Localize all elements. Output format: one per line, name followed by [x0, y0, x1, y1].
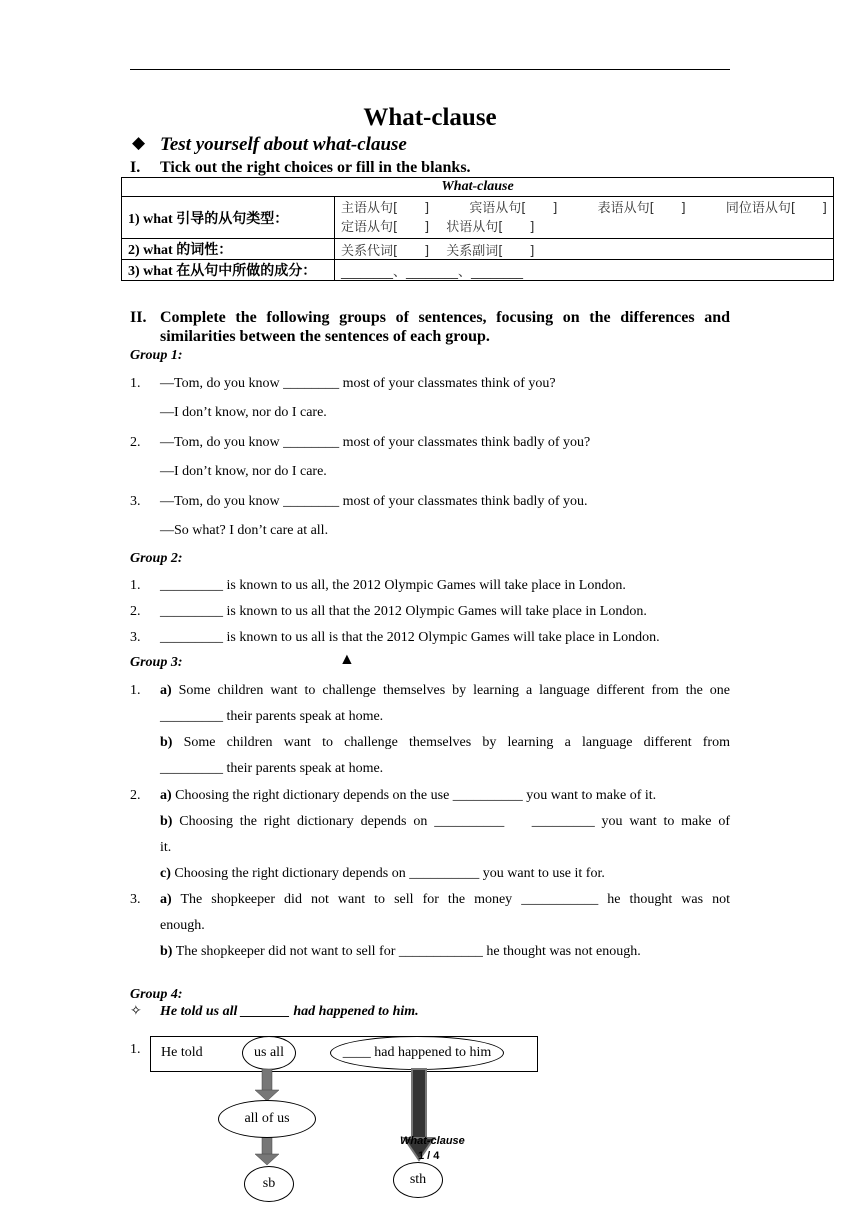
- section2-heading-line2: similarities between the sentences of each group.: [160, 328, 490, 345]
- header-rule: [130, 69, 730, 70]
- g3-item1-a-tag: a): [160, 683, 172, 698]
- g3-item3-a-line2: enough.: [160, 918, 205, 933]
- triangle-marker-icon: ▲: [339, 651, 355, 668]
- section2-heading-line1: Complete the following groups of sentences, focusing on the differences and: [160, 309, 730, 326]
- group4-label: Group 4:: [130, 987, 183, 1002]
- sb-ellipse: sb: [244, 1166, 294, 1202]
- g3-item3-number: 3.: [130, 892, 141, 907]
- had-happened-ellipse: ____ had happened to him: [330, 1036, 504, 1070]
- g3-item2-a-text: Choosing the right dictionary depends on the use __________ you want to make of it.: [175, 788, 657, 803]
- g2-item3-number: 3.: [130, 630, 141, 645]
- g2-item1-text: _________ is known to us all, the 2012 Olympic Games will take place in London.: [160, 578, 626, 593]
- test-heading: Test yourself about what-clause: [160, 134, 407, 155]
- g3-item1-a-text: Some children want to challenge themselves by learning a language different from the one: [178, 683, 730, 698]
- opt-relative-pronoun[interactable]: 关系代词[ ]: [341, 243, 430, 259]
- sth-ellipse: sth: [393, 1162, 443, 1198]
- opt-relative-adverb[interactable]: 关系副词[ ]: [446, 243, 535, 259]
- section1-number: I.: [130, 159, 141, 176]
- g2-item3-text: _________ is known to us all is that the 2012 Olympic Games will take place in London.: [160, 630, 660, 645]
- section1-heading: Tick out the right choices or fill in the blanks.: [160, 159, 471, 176]
- g1-item1-number: 1.: [130, 376, 141, 391]
- row2-label: 2) what 的词性：: [122, 239, 335, 260]
- footer-page-number: 1 / 4: [418, 1150, 440, 1162]
- g3-item3-a-text: The shopkeeper did not want to sell for the money ___________ he thought was not: [180, 892, 731, 907]
- g2-item1-number: 1.: [130, 578, 141, 593]
- g1-item3-answer: —So what? I don’t care at all.: [160, 523, 329, 538]
- he-told-label: He told: [161, 1045, 203, 1060]
- g3-item2-b-text: Choosing the right dictionary depends on __________ _________ you want to make of: [179, 814, 730, 829]
- diamond-bullet-icon: ◆: [132, 133, 146, 152]
- opt-attributive-clause[interactable]: 定语从句[ ]: [341, 219, 430, 235]
- g3-item1-number: 1.: [130, 683, 141, 698]
- g2-item2-text: _________ is known to us all that the 2012 Olympic Games will take place in London.: [160, 604, 647, 619]
- g3-item1-b-line1: [160, 734, 730, 752]
- g3-item2-c: [160, 865, 605, 883]
- g3-item2-c-text: Choosing the right dictionary depends on __________ you want to use it for.: [174, 866, 605, 881]
- diagram-number: 1.: [130, 1042, 141, 1057]
- row1-label: 1) what 引导的从句类型：: [122, 197, 335, 239]
- opt-adverbial-clause[interactable]: 状语从句[ ]: [446, 219, 535, 235]
- g3-item1-b-text: Some children want to challenge themselves by learning a language different from: [183, 735, 730, 750]
- g1-item2-question: —Tom, do you know ________ most of your classmates think badly of you?: [160, 435, 591, 450]
- page-title: What-clause: [363, 104, 497, 131]
- g2-item2-number: 2.: [130, 604, 141, 619]
- g1-item3-question: —Tom, do you know ________ most of your classmates think badly of you.: [160, 494, 588, 509]
- g3-item2-a-tag: a): [160, 788, 172, 803]
- table-header: What-clause: [122, 178, 834, 197]
- row3-label: 3) what 在从句中所做的成分：: [122, 260, 335, 281]
- g3-item2-b-line2: it.: [160, 840, 172, 855]
- opt-object-clause[interactable]: 宾语从句[ ]: [469, 200, 558, 216]
- g3-item2-b-tag: b): [160, 814, 173, 829]
- g3-item3-b-tag: b): [160, 944, 173, 959]
- hollow-diamond-icon: ✧: [130, 1004, 142, 1019]
- footer-title: What-clause: [400, 1135, 465, 1147]
- g3-item1-b-line2: _________ their parents speak at home.: [160, 761, 384, 776]
- row3-blank[interactable]: ________、________、________: [335, 260, 834, 281]
- g3-item3-a-tag: a): [160, 892, 172, 907]
- g1-item1-question: —Tom, do you know ________ most of your classmates think of you?: [160, 376, 556, 391]
- g3-item1-a-line2: _________ their parents speak at home.: [160, 709, 384, 724]
- g3-item2-c-tag: c): [160, 866, 171, 881]
- g3-item2-number: 2.: [130, 788, 141, 803]
- g3-item2-b-line1: [160, 813, 730, 831]
- g3-item3-b-text: The shopkeeper did not want to sell for ____________ he thought was not enough.: [175, 944, 641, 959]
- opt-appositive-clause[interactable]: 同位语从句[ ]: [725, 200, 827, 216]
- us-all-ellipse: us all: [242, 1036, 296, 1070]
- g1-item3-number: 3.: [130, 494, 141, 509]
- all-of-us-ellipse: all of us: [218, 1100, 316, 1138]
- group2-label: Group 2:: [130, 551, 183, 566]
- group4-sentence: He told us all _______ had happened to him.: [160, 1004, 419, 1019]
- opt-subject-clause[interactable]: 主语从句[ ]: [341, 200, 430, 216]
- section2-number: II.: [130, 309, 147, 326]
- g3-item1-b-tag: b): [160, 735, 173, 750]
- g3-item3-a-line1: [160, 891, 730, 909]
- g1-item1-answer: —I don’t know, nor do I care.: [160, 405, 327, 420]
- g1-item2-number: 2.: [130, 435, 141, 450]
- g1-item2-answer: —I don’t know, nor do I care.: [160, 464, 327, 479]
- g3-item3-b: [160, 943, 641, 961]
- group3-label: Group 3:: [130, 655, 183, 670]
- what-clause-table: [121, 177, 834, 281]
- group1-label: Group 1:: [130, 348, 183, 363]
- g3-item1-a-line1: [160, 682, 730, 700]
- opt-predicative-clause[interactable]: 表语从句[ ]: [597, 200, 686, 216]
- g3-item2-a: [160, 787, 656, 805]
- row1-options: [335, 197, 834, 239]
- row2-options: [335, 239, 834, 260]
